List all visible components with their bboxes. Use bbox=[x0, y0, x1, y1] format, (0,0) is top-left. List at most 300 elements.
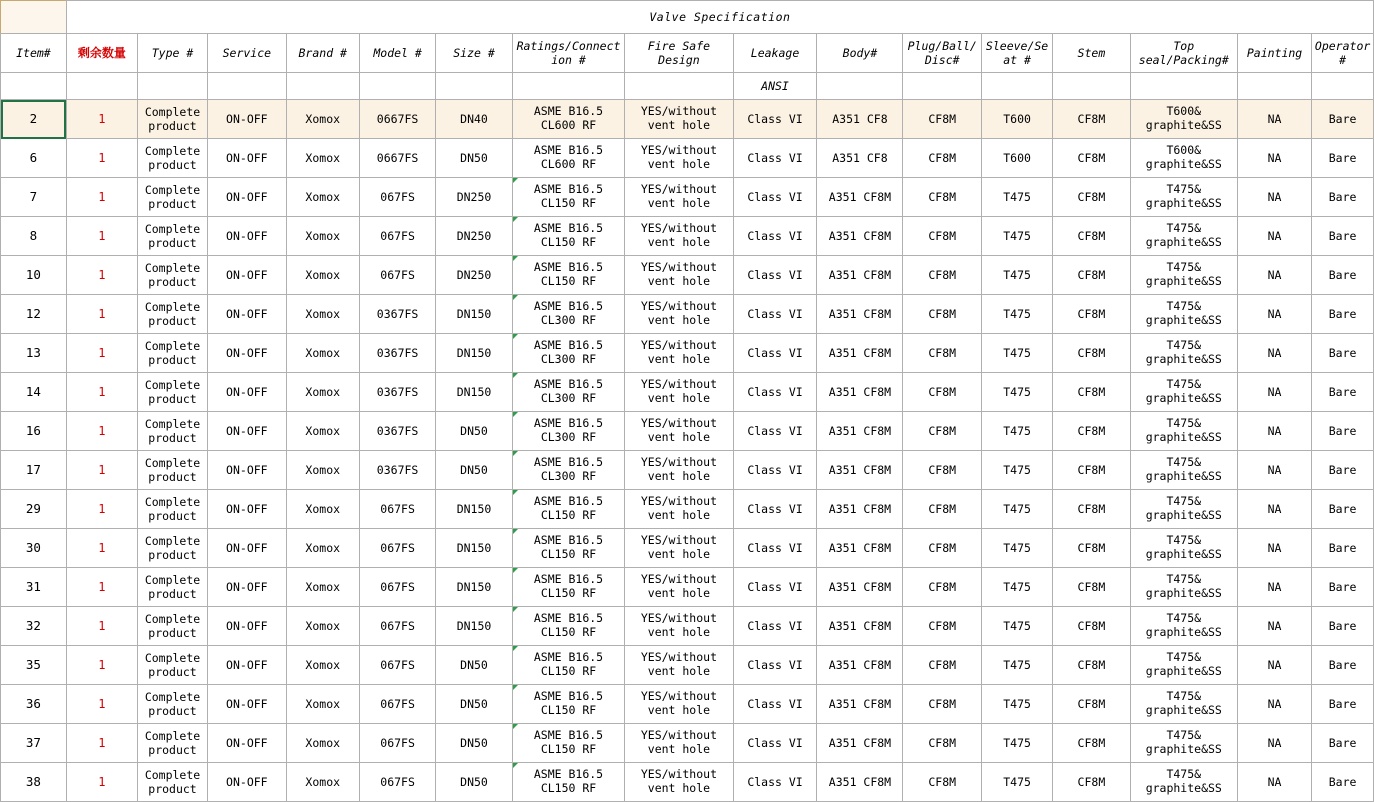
cell-body[interactable]: A351 CF8 bbox=[817, 100, 903, 139]
cell-sleeve[interactable]: T475 bbox=[982, 568, 1053, 607]
cell-top-seal[interactable] bbox=[1130, 568, 1237, 607]
cell-top-seal[interactable] bbox=[1130, 529, 1237, 568]
cell-brand[interactable]: Xomox bbox=[286, 334, 359, 373]
cell-rating[interactable] bbox=[512, 646, 625, 685]
cell-plug[interactable]: CF8M bbox=[903, 373, 982, 412]
cell-body[interactable]: A351 CF8M bbox=[817, 178, 903, 217]
cell-leakage[interactable]: Class VI bbox=[733, 412, 817, 451]
cell-fire-safe[interactable] bbox=[625, 295, 733, 334]
cell-qty[interactable]: 1 bbox=[66, 763, 137, 802]
cell-stem[interactable]: CF8M bbox=[1053, 334, 1131, 373]
cell-model[interactable]: 067FS bbox=[359, 685, 435, 724]
cell-service[interactable]: ON-OFF bbox=[208, 451, 287, 490]
cell-plug[interactable]: CF8M bbox=[903, 412, 982, 451]
cell-painting[interactable]: NA bbox=[1237, 373, 1311, 412]
cell-painting[interactable]: NA bbox=[1237, 334, 1311, 373]
cell-fire-safe[interactable] bbox=[625, 490, 733, 529]
cell-fire-safe[interactable] bbox=[625, 763, 733, 802]
cell-rating[interactable] bbox=[512, 412, 625, 451]
cell-body[interactable]: A351 CF8M bbox=[817, 568, 903, 607]
cell-painting[interactable]: NA bbox=[1237, 529, 1311, 568]
cell-size[interactable]: DN250 bbox=[436, 217, 512, 256]
cell-type[interactable]: Complete product bbox=[137, 373, 207, 412]
column-header-11[interactable]: Plug/Ball/Disc# bbox=[903, 34, 982, 73]
cell-model[interactable]: 067FS bbox=[359, 646, 435, 685]
cell-rating[interactable] bbox=[512, 178, 625, 217]
cell-operator[interactable]: Bare bbox=[1312, 529, 1374, 568]
column-header-9[interactable]: Leakage bbox=[733, 34, 817, 73]
cell-item[interactable]: 31 bbox=[1, 568, 67, 607]
cell-plug[interactable]: CF8M bbox=[903, 646, 982, 685]
cell-painting[interactable]: NA bbox=[1237, 685, 1311, 724]
table-row[interactable] bbox=[1, 256, 1374, 295]
cell-operator[interactable]: Bare bbox=[1312, 646, 1374, 685]
cell-type[interactable]: Complete product bbox=[137, 685, 207, 724]
cell-model[interactable]: 0367FS bbox=[359, 373, 435, 412]
cell-sleeve[interactable]: T475 bbox=[982, 724, 1053, 763]
cell-body[interactable]: A351 CF8M bbox=[817, 451, 903, 490]
cell-operator[interactable]: Bare bbox=[1312, 451, 1374, 490]
cell-plug[interactable]: CF8M bbox=[903, 295, 982, 334]
cell-service[interactable]: ON-OFF bbox=[208, 568, 287, 607]
cell-item[interactable]: 17 bbox=[1, 451, 67, 490]
cell-fire-safe[interactable] bbox=[625, 178, 733, 217]
cell-qty[interactable]: 1 bbox=[66, 373, 137, 412]
cell-body[interactable]: A351 CF8M bbox=[817, 256, 903, 295]
cell-stem[interactable]: CF8M bbox=[1053, 373, 1131, 412]
cell-plug[interactable]: CF8M bbox=[903, 607, 982, 646]
cell-stem[interactable]: CF8M bbox=[1053, 763, 1131, 802]
cell-operator[interactable]: Bare bbox=[1312, 724, 1374, 763]
cell-brand[interactable]: Xomox bbox=[286, 139, 359, 178]
column-header-2[interactable]: Type # bbox=[137, 34, 207, 73]
cell-body[interactable]: A351 CF8M bbox=[817, 217, 903, 256]
cell-painting[interactable]: NA bbox=[1237, 490, 1311, 529]
cell-service[interactable]: ON-OFF bbox=[208, 529, 287, 568]
column-header-4[interactable]: Brand # bbox=[286, 34, 359, 73]
cell-operator[interactable]: Bare bbox=[1312, 295, 1374, 334]
cell-plug[interactable]: CF8M bbox=[903, 724, 982, 763]
cell-service[interactable]: ON-OFF bbox=[208, 256, 287, 295]
cell-brand[interactable]: Xomox bbox=[286, 178, 359, 217]
cell-stem[interactable]: CF8M bbox=[1053, 139, 1131, 178]
cell-type[interactable]: Complete product bbox=[137, 178, 207, 217]
cell-size[interactable]: DN50 bbox=[436, 685, 512, 724]
cell-model[interactable]: 067FS bbox=[359, 217, 435, 256]
cell-top-seal[interactable] bbox=[1130, 646, 1237, 685]
cell-brand[interactable]: Xomox bbox=[286, 529, 359, 568]
cell-service[interactable]: ON-OFF bbox=[208, 178, 287, 217]
cell-type[interactable]: Complete product bbox=[137, 139, 207, 178]
cell-plug[interactable]: CF8M bbox=[903, 139, 982, 178]
cell-rating[interactable] bbox=[512, 100, 625, 139]
cell-top-seal[interactable] bbox=[1130, 295, 1237, 334]
cell-qty[interactable]: 1 bbox=[66, 217, 137, 256]
cell-body[interactable]: A351 CF8M bbox=[817, 763, 903, 802]
cell-item[interactable]: 10 bbox=[1, 256, 67, 295]
cell-fire-safe[interactable] bbox=[625, 100, 733, 139]
cell-brand[interactable]: Xomox bbox=[286, 217, 359, 256]
cell-top-seal[interactable] bbox=[1130, 217, 1237, 256]
cell-qty[interactable]: 1 bbox=[66, 685, 137, 724]
cell-service[interactable]: ON-OFF bbox=[208, 334, 287, 373]
cell-operator[interactable]: Bare bbox=[1312, 256, 1374, 295]
cell-fire-safe[interactable] bbox=[625, 724, 733, 763]
cell-rating[interactable] bbox=[512, 607, 625, 646]
cell-model[interactable]: 067FS bbox=[359, 763, 435, 802]
cell-item[interactable]: 2 bbox=[1, 100, 67, 139]
cell-leakage[interactable]: Class VI bbox=[733, 529, 817, 568]
cell-stem[interactable]: CF8M bbox=[1053, 646, 1131, 685]
cell-qty[interactable]: 1 bbox=[66, 529, 137, 568]
column-header-14[interactable]: Top seal/Packing# bbox=[1130, 34, 1237, 73]
column-header-0[interactable]: Item# bbox=[1, 34, 67, 73]
table-row[interactable] bbox=[1, 724, 1374, 763]
cell-type[interactable]: Complete product bbox=[137, 568, 207, 607]
cell-type[interactable]: Complete product bbox=[137, 412, 207, 451]
column-header-3[interactable]: Service bbox=[208, 34, 287, 73]
cell-sleeve[interactable]: T475 bbox=[982, 490, 1053, 529]
cell-type[interactable]: Complete product bbox=[137, 100, 207, 139]
cell-plug[interactable]: CF8M bbox=[903, 685, 982, 724]
cell-size[interactable]: DN50 bbox=[436, 412, 512, 451]
cell-service[interactable]: ON-OFF bbox=[208, 724, 287, 763]
cell-model[interactable]: 067FS bbox=[359, 178, 435, 217]
table-row[interactable] bbox=[1, 295, 1374, 334]
cell-body[interactable]: A351 CF8M bbox=[817, 490, 903, 529]
cell-rating[interactable] bbox=[512, 763, 625, 802]
cell-size[interactable]: DN150 bbox=[436, 295, 512, 334]
cell-painting[interactable]: NA bbox=[1237, 412, 1311, 451]
cell-fire-safe[interactable] bbox=[625, 568, 733, 607]
cell-stem[interactable]: CF8M bbox=[1053, 295, 1131, 334]
cell-plug[interactable]: CF8M bbox=[903, 178, 982, 217]
cell-size[interactable]: DN150 bbox=[436, 529, 512, 568]
cell-rating[interactable] bbox=[512, 529, 625, 568]
cell-qty[interactable]: 1 bbox=[66, 568, 137, 607]
cell-leakage[interactable]: Class VI bbox=[733, 178, 817, 217]
cell-operator[interactable]: Bare bbox=[1312, 178, 1374, 217]
cell-brand[interactable]: Xomox bbox=[286, 373, 359, 412]
cell-top-seal[interactable] bbox=[1130, 373, 1237, 412]
cell-model[interactable]: 067FS bbox=[359, 256, 435, 295]
cell-type[interactable]: Complete product bbox=[137, 451, 207, 490]
cell-operator[interactable]: Bare bbox=[1312, 217, 1374, 256]
cell-type[interactable]: Complete product bbox=[137, 490, 207, 529]
column-header-10[interactable]: Body# bbox=[817, 34, 903, 73]
table-row[interactable] bbox=[1, 334, 1374, 373]
cell-qty[interactable]: 1 bbox=[66, 100, 137, 139]
cell-painting[interactable]: NA bbox=[1237, 568, 1311, 607]
cell-service[interactable]: ON-OFF bbox=[208, 139, 287, 178]
cell-body[interactable]: A351 CF8M bbox=[817, 412, 903, 451]
column-header-1[interactable]: 剩余数量 bbox=[66, 34, 137, 73]
cell-top-seal[interactable] bbox=[1130, 139, 1237, 178]
table-row[interactable] bbox=[1, 217, 1374, 256]
cell-operator[interactable]: Bare bbox=[1312, 373, 1374, 412]
table-row[interactable] bbox=[1, 490, 1374, 529]
cell-service[interactable]: ON-OFF bbox=[208, 217, 287, 256]
corner-cell[interactable] bbox=[1, 1, 67, 34]
cell-size[interactable]: DN50 bbox=[436, 724, 512, 763]
cell-model[interactable]: 0367FS bbox=[359, 451, 435, 490]
table-row[interactable] bbox=[1, 178, 1374, 217]
cell-operator[interactable]: Bare bbox=[1312, 490, 1374, 529]
cell-body[interactable]: A351 CF8M bbox=[817, 646, 903, 685]
table-row[interactable] bbox=[1, 139, 1374, 178]
cell-leakage[interactable]: Class VI bbox=[733, 490, 817, 529]
cell-body[interactable]: A351 CF8M bbox=[817, 724, 903, 763]
cell-leakage[interactable]: Class VI bbox=[733, 763, 817, 802]
cell-plug[interactable]: CF8M bbox=[903, 763, 982, 802]
cell-sleeve[interactable]: T600 bbox=[982, 100, 1053, 139]
cell-model[interactable]: 067FS bbox=[359, 724, 435, 763]
cell-service[interactable]: ON-OFF bbox=[208, 295, 287, 334]
cell-rating[interactable] bbox=[512, 334, 625, 373]
cell-brand[interactable]: Xomox bbox=[286, 451, 359, 490]
cell-rating[interactable] bbox=[512, 451, 625, 490]
cell-brand[interactable]: Xomox bbox=[286, 412, 359, 451]
cell-rating[interactable] bbox=[512, 373, 625, 412]
cell-sleeve[interactable]: T475 bbox=[982, 451, 1053, 490]
cell-type[interactable]: Complete product bbox=[137, 217, 207, 256]
column-header-7[interactable]: Ratings/Connection # bbox=[512, 34, 625, 73]
cell-fire-safe[interactable] bbox=[625, 529, 733, 568]
cell-leakage[interactable]: Class VI bbox=[733, 724, 817, 763]
cell-model[interactable]: 0367FS bbox=[359, 334, 435, 373]
cell-rating[interactable] bbox=[512, 139, 625, 178]
cell-top-seal[interactable] bbox=[1130, 763, 1237, 802]
cell-top-seal[interactable] bbox=[1130, 490, 1237, 529]
cell-type[interactable]: Complete product bbox=[137, 646, 207, 685]
cell-brand[interactable]: Xomox bbox=[286, 256, 359, 295]
cell-leakage[interactable]: Class VI bbox=[733, 334, 817, 373]
cell-size[interactable]: DN150 bbox=[436, 607, 512, 646]
cell-item[interactable]: 16 bbox=[1, 412, 67, 451]
cell-painting[interactable]: NA bbox=[1237, 217, 1311, 256]
cell-painting[interactable]: NA bbox=[1237, 607, 1311, 646]
cell-stem[interactable]: CF8M bbox=[1053, 100, 1131, 139]
cell-item[interactable]: 14 bbox=[1, 373, 67, 412]
cell-top-seal[interactable] bbox=[1130, 100, 1237, 139]
cell-stem[interactable]: CF8M bbox=[1053, 217, 1131, 256]
cell-fire-safe[interactable] bbox=[625, 451, 733, 490]
cell-leakage[interactable]: Class VI bbox=[733, 256, 817, 295]
cell-type[interactable]: Complete product bbox=[137, 334, 207, 373]
cell-sleeve[interactable]: T475 bbox=[982, 334, 1053, 373]
cell-size[interactable]: DN150 bbox=[436, 490, 512, 529]
column-header-6[interactable]: Size # bbox=[436, 34, 512, 73]
cell-sleeve[interactable]: T475 bbox=[982, 646, 1053, 685]
table-row[interactable] bbox=[1, 451, 1374, 490]
cell-model[interactable]: 0367FS bbox=[359, 295, 435, 334]
cell-sleeve[interactable]: T600 bbox=[982, 139, 1053, 178]
cell-operator[interactable]: Bare bbox=[1312, 334, 1374, 373]
cell-brand[interactable]: Xomox bbox=[286, 100, 359, 139]
cell-item[interactable]: 12 bbox=[1, 295, 67, 334]
cell-body[interactable]: A351 CF8M bbox=[817, 295, 903, 334]
cell-operator[interactable]: Bare bbox=[1312, 412, 1374, 451]
cell-rating[interactable] bbox=[512, 685, 625, 724]
cell-leakage[interactable]: Class VI bbox=[733, 295, 817, 334]
cell-painting[interactable]: NA bbox=[1237, 724, 1311, 763]
cell-operator[interactable]: Bare bbox=[1312, 607, 1374, 646]
cell-qty[interactable]: 1 bbox=[66, 607, 137, 646]
cell-painting[interactable]: NA bbox=[1237, 295, 1311, 334]
cell-brand[interactable]: Xomox bbox=[286, 685, 359, 724]
column-header-13[interactable]: Stem bbox=[1053, 34, 1131, 73]
cell-leakage[interactable]: Class VI bbox=[733, 607, 817, 646]
cell-item[interactable]: 37 bbox=[1, 724, 67, 763]
cell-service[interactable]: ON-OFF bbox=[208, 685, 287, 724]
cell-size[interactable]: DN250 bbox=[436, 256, 512, 295]
cell-top-seal[interactable] bbox=[1130, 451, 1237, 490]
cell-item[interactable]: 35 bbox=[1, 646, 67, 685]
cell-operator[interactable]: Bare bbox=[1312, 100, 1374, 139]
cell-model[interactable]: 067FS bbox=[359, 568, 435, 607]
cell-model[interactable]: 0367FS bbox=[359, 412, 435, 451]
cell-operator[interactable]: Bare bbox=[1312, 763, 1374, 802]
cell-leakage[interactable]: Class VI bbox=[733, 217, 817, 256]
cell-service[interactable]: ON-OFF bbox=[208, 490, 287, 529]
cell-qty[interactable]: 1 bbox=[66, 412, 137, 451]
cell-size[interactable]: DN40 bbox=[436, 100, 512, 139]
cell-painting[interactable]: NA bbox=[1237, 139, 1311, 178]
cell-leakage[interactable]: Class VI bbox=[733, 139, 817, 178]
cell-plug[interactable]: CF8M bbox=[903, 568, 982, 607]
cell-item[interactable]: 32 bbox=[1, 607, 67, 646]
cell-top-seal[interactable] bbox=[1130, 685, 1237, 724]
cell-item[interactable]: 7 bbox=[1, 178, 67, 217]
cell-fire-safe[interactable] bbox=[625, 412, 733, 451]
cell-size[interactable]: DN150 bbox=[436, 568, 512, 607]
cell-sleeve[interactable]: T475 bbox=[982, 412, 1053, 451]
cell-item[interactable]: 30 bbox=[1, 529, 67, 568]
cell-top-seal[interactable] bbox=[1130, 178, 1237, 217]
cell-sleeve[interactable]: T475 bbox=[982, 685, 1053, 724]
cell-item[interactable]: 38 bbox=[1, 763, 67, 802]
cell-service[interactable]: ON-OFF bbox=[208, 763, 287, 802]
cell-fire-safe[interactable] bbox=[625, 607, 733, 646]
cell-top-seal[interactable] bbox=[1130, 412, 1237, 451]
cell-item[interactable]: 36 bbox=[1, 685, 67, 724]
table-row[interactable] bbox=[1, 529, 1374, 568]
cell-sleeve[interactable]: T475 bbox=[982, 529, 1053, 568]
cell-service[interactable]: ON-OFF bbox=[208, 607, 287, 646]
cell-operator[interactable]: Bare bbox=[1312, 568, 1374, 607]
cell-model[interactable]: 067FS bbox=[359, 607, 435, 646]
cell-type[interactable]: Complete product bbox=[137, 763, 207, 802]
table-row[interactable] bbox=[1, 607, 1374, 646]
cell-model[interactable]: 0667FS bbox=[359, 100, 435, 139]
column-header-8[interactable]: Fire Safe Design bbox=[625, 34, 733, 73]
cell-plug[interactable]: CF8M bbox=[903, 490, 982, 529]
cell-model[interactable]: 067FS bbox=[359, 529, 435, 568]
cell-size[interactable]: DN150 bbox=[436, 334, 512, 373]
cell-operator[interactable]: Bare bbox=[1312, 685, 1374, 724]
cell-fire-safe[interactable] bbox=[625, 256, 733, 295]
cell-plug[interactable]: CF8M bbox=[903, 217, 982, 256]
cell-service[interactable]: ON-OFF bbox=[208, 100, 287, 139]
cell-rating[interactable] bbox=[512, 724, 625, 763]
cell-brand[interactable]: Xomox bbox=[286, 607, 359, 646]
cell-stem[interactable]: CF8M bbox=[1053, 490, 1131, 529]
cell-body[interactable]: A351 CF8M bbox=[817, 607, 903, 646]
cell-stem[interactable]: CF8M bbox=[1053, 607, 1131, 646]
table-row[interactable] bbox=[1, 373, 1374, 412]
cell-size[interactable]: DN250 bbox=[436, 178, 512, 217]
cell-stem[interactable]: CF8M bbox=[1053, 724, 1131, 763]
table-row[interactable] bbox=[1, 763, 1374, 802]
cell-sleeve[interactable]: T475 bbox=[982, 256, 1053, 295]
cell-fire-safe[interactable] bbox=[625, 217, 733, 256]
cell-top-seal[interactable] bbox=[1130, 334, 1237, 373]
cell-stem[interactable]: CF8M bbox=[1053, 529, 1131, 568]
cell-item[interactable]: 13 bbox=[1, 334, 67, 373]
cell-operator[interactable]: Bare bbox=[1312, 139, 1374, 178]
column-header-15[interactable]: Painting bbox=[1237, 34, 1311, 73]
cell-size[interactable]: DN50 bbox=[436, 763, 512, 802]
cell-body[interactable]: A351 CF8M bbox=[817, 529, 903, 568]
cell-brand[interactable]: Xomox bbox=[286, 646, 359, 685]
cell-service[interactable]: ON-OFF bbox=[208, 373, 287, 412]
cell-fire-safe[interactable] bbox=[625, 373, 733, 412]
cell-sleeve[interactable]: T475 bbox=[982, 607, 1053, 646]
cell-rating[interactable] bbox=[512, 256, 625, 295]
cell-fire-safe[interactable] bbox=[625, 139, 733, 178]
cell-sleeve[interactable]: T475 bbox=[982, 178, 1053, 217]
cell-body[interactable]: A351 CF8 bbox=[817, 139, 903, 178]
cell-model[interactable]: 0667FS bbox=[359, 139, 435, 178]
cell-leakage[interactable]: Class VI bbox=[733, 373, 817, 412]
cell-top-seal[interactable] bbox=[1130, 256, 1237, 295]
cell-body[interactable]: A351 CF8M bbox=[817, 373, 903, 412]
cell-painting[interactable]: NA bbox=[1237, 100, 1311, 139]
cell-plug[interactable]: CF8M bbox=[903, 529, 982, 568]
cell-painting[interactable]: NA bbox=[1237, 256, 1311, 295]
table-row[interactable] bbox=[1, 646, 1374, 685]
cell-stem[interactable]: CF8M bbox=[1053, 451, 1131, 490]
cell-rating[interactable] bbox=[512, 295, 625, 334]
cell-painting[interactable]: NA bbox=[1237, 178, 1311, 217]
cell-item[interactable]: 8 bbox=[1, 217, 67, 256]
cell-body[interactable]: A351 CF8M bbox=[817, 685, 903, 724]
cell-qty[interactable]: 1 bbox=[66, 256, 137, 295]
cell-type[interactable]: Complete product bbox=[137, 256, 207, 295]
table-row[interactable] bbox=[1, 568, 1374, 607]
cell-painting[interactable]: NA bbox=[1237, 451, 1311, 490]
cell-qty[interactable]: 1 bbox=[66, 451, 137, 490]
cell-brand[interactable]: Xomox bbox=[286, 763, 359, 802]
cell-qty[interactable]: 1 bbox=[66, 295, 137, 334]
cell-top-seal[interactable] bbox=[1130, 607, 1237, 646]
cell-stem[interactable]: CF8M bbox=[1053, 685, 1131, 724]
cell-size[interactable]: DN150 bbox=[436, 373, 512, 412]
cell-type[interactable]: Complete product bbox=[137, 295, 207, 334]
cell-stem[interactable]: CF8M bbox=[1053, 178, 1131, 217]
cell-sleeve[interactable]: T475 bbox=[982, 217, 1053, 256]
cell-leakage[interactable]: Class VI bbox=[733, 568, 817, 607]
cell-stem[interactable]: CF8M bbox=[1053, 568, 1131, 607]
cell-fire-safe[interactable] bbox=[625, 685, 733, 724]
cell-sleeve[interactable]: T475 bbox=[982, 295, 1053, 334]
cell-stem[interactable]: CF8M bbox=[1053, 412, 1131, 451]
cell-type[interactable]: Complete product bbox=[137, 529, 207, 568]
cell-plug[interactable]: CF8M bbox=[903, 451, 982, 490]
cell-brand[interactable]: Xomox bbox=[286, 490, 359, 529]
cell-qty[interactable]: 1 bbox=[66, 646, 137, 685]
cell-brand[interactable]: Xomox bbox=[286, 295, 359, 334]
